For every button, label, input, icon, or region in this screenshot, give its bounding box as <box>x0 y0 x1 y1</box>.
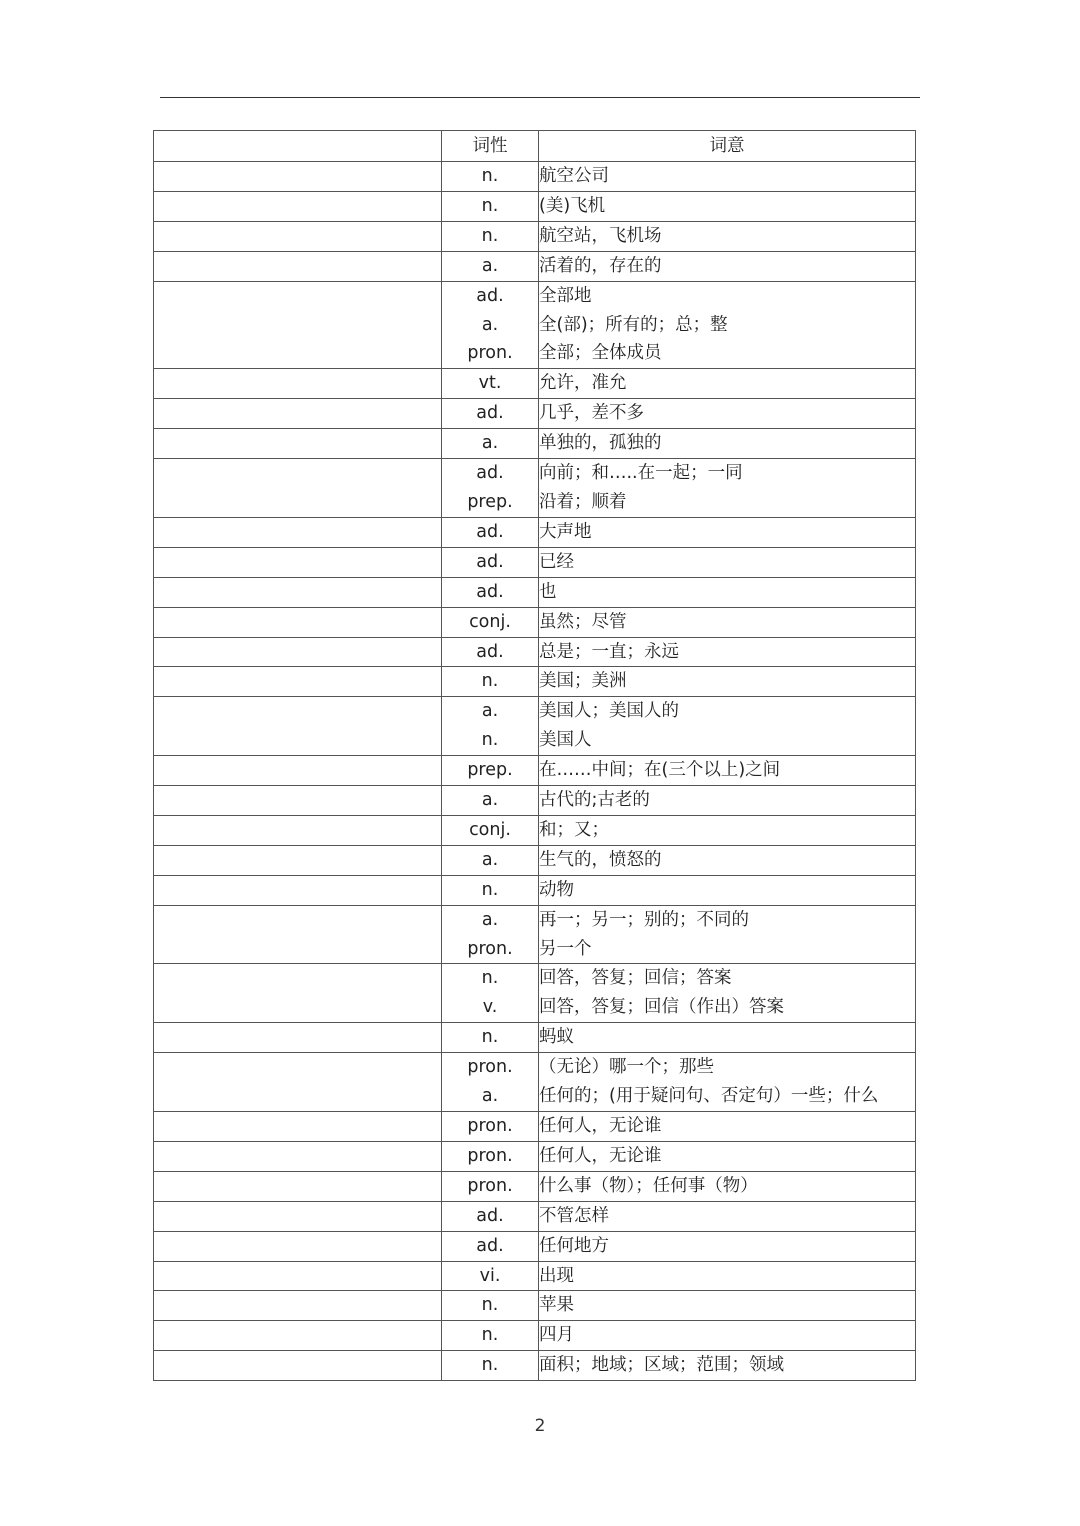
table-row <box>154 369 916 399</box>
part-of-speech: n. <box>481 1325 499 1346</box>
table-row <box>154 191 916 221</box>
meaning-text: 活着的，存在的 <box>539 255 662 276</box>
word-cell <box>154 1321 442 1351</box>
word-cell <box>154 667 442 697</box>
meaning-text: 苹果 <box>539 1295 574 1316</box>
meaning-text: 回答，答复；回信（作出）答案 <box>539 997 784 1018</box>
meaning-text: 单独的，孤独的 <box>539 433 662 454</box>
word-cell <box>154 459 442 518</box>
table-row <box>154 964 916 1023</box>
table-row <box>154 162 916 192</box>
part-of-speech: ad. <box>476 551 504 572</box>
part-of-speech: ad. <box>476 521 504 542</box>
part-of-speech-cell <box>442 1291 539 1321</box>
table-row <box>154 1231 916 1261</box>
table-row <box>154 1141 916 1171</box>
part-of-speech-cell <box>442 1231 539 1261</box>
part-of-speech: n. <box>481 730 499 751</box>
meaning-text: 动物 <box>539 879 574 900</box>
part-of-speech: n. <box>481 1355 499 1376</box>
meaning-cell <box>539 815 916 845</box>
meaning-cell <box>539 667 916 697</box>
table-row <box>154 1291 916 1321</box>
part-of-speech-cell <box>442 369 539 399</box>
table-row <box>154 756 916 786</box>
meaning-cell <box>539 875 916 905</box>
meaning-text: 航空公司 <box>539 166 609 186</box>
table-row <box>154 281 916 369</box>
table-row <box>154 1261 916 1291</box>
part-of-speech: n. <box>481 1295 499 1316</box>
meaning-cell <box>539 191 916 221</box>
part-of-speech: ad. <box>476 1235 504 1256</box>
header-meaning: 词意 <box>539 131 916 162</box>
part-of-speech: n. <box>481 671 499 692</box>
vocabulary-table <box>153 130 916 1381</box>
meaning-cell <box>539 1023 916 1053</box>
part-of-speech: vt. <box>478 373 502 394</box>
meaning-text: 美国人 <box>539 730 592 751</box>
meaning-cell <box>539 845 916 875</box>
part-of-speech: n. <box>481 879 499 900</box>
part-of-speech-cell <box>442 845 539 875</box>
meaning-text: 蚂蚁 <box>539 1027 574 1048</box>
meaning-text: 另一个 <box>539 938 592 959</box>
word-cell <box>154 517 442 547</box>
meaning-text: 和；又； <box>539 819 609 840</box>
word-cell <box>154 1112 442 1142</box>
meaning-text: 生气的，愤怒的 <box>539 849 662 870</box>
meaning-cell <box>539 697 916 756</box>
part-of-speech-cell <box>442 577 539 607</box>
meaning-cell <box>539 547 916 577</box>
table-body <box>154 162 916 1381</box>
part-of-speech-cell <box>442 756 539 786</box>
part-of-speech: v. <box>482 997 498 1018</box>
table-row <box>154 399 916 429</box>
meaning-text: 美国人；美国人的 <box>539 701 679 722</box>
part-of-speech-cell <box>442 221 539 251</box>
meaning-text: 允许，准允 <box>539 373 627 394</box>
word-cell <box>154 786 442 816</box>
part-of-speech-cell <box>442 1321 539 1351</box>
meaning-cell <box>539 577 916 607</box>
meaning-text: (美)飞机 <box>539 195 606 216</box>
meaning-text: 全(部)；所有的；总；整 <box>539 314 728 335</box>
part-of-speech-cell <box>442 667 539 697</box>
meaning-text: 美国；美洲 <box>539 671 627 692</box>
word-cell <box>154 1351 442 1381</box>
meaning-text: 古代的;古老的 <box>539 790 650 811</box>
meaning-cell <box>539 607 916 637</box>
word-cell <box>154 1171 442 1201</box>
word-cell <box>154 845 442 875</box>
table-row <box>154 1321 916 1351</box>
part-of-speech: vi. <box>479 1265 501 1286</box>
table-row <box>154 459 916 518</box>
part-of-speech-cell <box>442 607 539 637</box>
table-row <box>154 697 916 756</box>
table-row <box>154 786 916 816</box>
word-cell <box>154 251 442 281</box>
word-cell <box>154 191 442 221</box>
part-of-speech-cell <box>442 1112 539 1142</box>
part-of-speech: a. <box>481 314 499 335</box>
part-of-speech-cell <box>442 697 539 756</box>
meaning-text: 面积；地域；区域；范围；领域 <box>539 1355 784 1376</box>
meaning-cell <box>539 1201 916 1231</box>
word-cell <box>154 162 442 192</box>
meaning-text: 不管怎样 <box>539 1205 609 1226</box>
part-of-speech: conj. <box>469 611 511 632</box>
meaning-text: 已经 <box>539 551 574 572</box>
meaning-cell <box>539 1351 916 1381</box>
meaning-cell <box>539 459 916 518</box>
word-cell <box>154 1261 442 1291</box>
meaning-text: 全部地 <box>539 285 592 306</box>
part-of-speech: pron. <box>467 1175 513 1196</box>
part-of-speech-cell <box>442 399 539 429</box>
part-of-speech-cell <box>442 517 539 547</box>
part-of-speech-cell <box>442 905 539 964</box>
part-of-speech-cell <box>442 1351 539 1381</box>
part-of-speech: ad. <box>476 463 504 484</box>
meaning-cell <box>539 162 916 192</box>
table-row <box>154 517 916 547</box>
table-row <box>154 251 916 281</box>
part-of-speech-cell <box>442 251 539 281</box>
meaning-cell <box>539 1261 916 1291</box>
part-of-speech: ad. <box>476 581 504 602</box>
word-cell <box>154 1201 442 1231</box>
meaning-text: 任何的；(用于疑问句、否定句）一些；什么 <box>539 1086 879 1107</box>
part-of-speech: ad. <box>476 403 504 424</box>
meaning-text: 再一；另一；别的；不同的 <box>539 909 749 930</box>
part-of-speech-cell <box>442 1141 539 1171</box>
word-cell <box>154 547 442 577</box>
word-cell <box>154 429 442 459</box>
part-of-speech-cell <box>442 786 539 816</box>
part-of-speech-cell <box>442 1201 539 1231</box>
table-row <box>154 815 916 845</box>
part-of-speech: a. <box>481 790 499 811</box>
meaning-cell <box>539 964 916 1023</box>
meaning-cell <box>539 369 916 399</box>
table-row <box>154 845 916 875</box>
table-row <box>154 607 916 637</box>
part-of-speech: pron. <box>467 343 513 364</box>
meaning-cell <box>539 429 916 459</box>
word-cell <box>154 637 442 667</box>
meaning-cell <box>539 905 916 964</box>
part-of-speech: a. <box>481 255 499 276</box>
word-cell <box>154 964 442 1023</box>
meaning-cell <box>539 251 916 281</box>
table-row <box>154 875 916 905</box>
meaning-text: （无论）哪一个；那些 <box>539 1057 714 1078</box>
part-of-speech: a. <box>481 701 499 722</box>
word-cell <box>154 369 442 399</box>
part-of-speech: a. <box>481 909 499 930</box>
meaning-text: 大声地 <box>539 521 592 542</box>
part-of-speech-cell <box>442 1171 539 1201</box>
part-of-speech: pron. <box>467 938 513 959</box>
word-cell <box>154 1023 442 1053</box>
meaning-text: 任何地方 <box>539 1235 609 1256</box>
part-of-speech-cell <box>442 429 539 459</box>
meaning-cell <box>539 1171 916 1201</box>
meaning-text: 虽然；尽管 <box>539 611 627 632</box>
part-of-speech: n. <box>481 195 499 216</box>
part-of-speech: a. <box>481 1086 499 1107</box>
word-cell <box>154 1053 442 1112</box>
part-of-speech: a. <box>481 849 499 870</box>
meaning-text: 几乎，差不多 <box>539 403 644 424</box>
word-cell <box>154 815 442 845</box>
table-row <box>154 1351 916 1381</box>
table-row <box>154 905 916 964</box>
table-header-row <box>154 131 916 162</box>
part-of-speech: pron. <box>467 1116 513 1136</box>
part-of-speech: pron. <box>467 1145 513 1166</box>
part-of-speech: n. <box>481 166 499 186</box>
meaning-cell <box>539 1053 916 1112</box>
part-of-speech: prep. <box>467 760 513 781</box>
part-of-speech-cell <box>442 964 539 1023</box>
table-row <box>154 1023 916 1053</box>
part-of-speech-cell <box>442 162 539 192</box>
table-row <box>154 429 916 459</box>
meaning-text: 什么事（物）；任何事（物） <box>539 1175 758 1196</box>
part-of-speech-cell <box>442 1261 539 1291</box>
table-row <box>154 667 916 697</box>
meaning-cell <box>539 281 916 369</box>
word-cell <box>154 905 442 964</box>
part-of-speech-cell <box>442 547 539 577</box>
word-cell <box>154 756 442 786</box>
part-of-speech: conj. <box>469 819 511 840</box>
part-of-speech-cell <box>442 875 539 905</box>
meaning-text: 总是；一直；永远 <box>539 641 679 662</box>
meaning-cell <box>539 786 916 816</box>
meaning-text: 出现 <box>539 1265 574 1286</box>
header-rule <box>160 97 920 98</box>
word-cell <box>154 697 442 756</box>
meaning-cell <box>539 756 916 786</box>
meaning-cell <box>539 1321 916 1351</box>
meaning-text: 四月 <box>539 1325 574 1346</box>
word-cell <box>154 1141 442 1171</box>
part-of-speech: pron. <box>467 1057 513 1078</box>
part-of-speech: n. <box>481 225 499 246</box>
part-of-speech-cell <box>442 1023 539 1053</box>
meaning-text: 全部；全体成员 <box>539 343 662 364</box>
part-of-speech-cell <box>442 637 539 667</box>
table-row <box>154 1201 916 1231</box>
word-cell <box>154 577 442 607</box>
part-of-speech: ad. <box>476 1205 504 1226</box>
meaning-text: 任何人，无论谁 <box>539 1116 662 1136</box>
meaning-text: 也 <box>539 581 557 602</box>
part-of-speech: ad. <box>476 285 504 306</box>
table-row <box>154 1171 916 1201</box>
meaning-cell <box>539 399 916 429</box>
part-of-speech-cell <box>442 281 539 369</box>
meaning-cell <box>539 1141 916 1171</box>
part-of-speech-cell <box>442 1053 539 1112</box>
word-cell <box>154 875 442 905</box>
meaning-text: 任何人，无论谁 <box>539 1145 662 1166</box>
meaning-cell <box>539 1231 916 1261</box>
table-row <box>154 577 916 607</box>
part-of-speech-cell <box>442 191 539 221</box>
meaning-cell <box>539 1291 916 1321</box>
part-of-speech: ad. <box>476 641 504 662</box>
table-row <box>154 221 916 251</box>
page-number: 2 <box>534 1416 546 1436</box>
meaning-text: 向前；和…..在一起；一同 <box>539 463 743 484</box>
meaning-text: 回答，答复；回信；答案 <box>539 968 732 989</box>
part-of-speech: a. <box>481 433 499 454</box>
meaning-cell <box>539 1112 916 1142</box>
part-of-speech-cell <box>442 459 539 518</box>
meaning-text: 航空站，飞机场 <box>539 225 662 246</box>
meaning-text: 沿着；顺着 <box>539 491 627 512</box>
table-row <box>154 637 916 667</box>
word-cell <box>154 221 442 251</box>
meaning-text: 在……中间；在(三个以上)之间 <box>539 760 781 781</box>
meaning-cell <box>539 517 916 547</box>
meaning-cell <box>539 637 916 667</box>
word-cell <box>154 399 442 429</box>
header-part-of-speech: 词性 <box>442 131 539 162</box>
word-cell <box>154 1231 442 1261</box>
word-cell <box>154 607 442 637</box>
header-word <box>154 131 442 162</box>
table-row <box>154 547 916 577</box>
part-of-speech-cell <box>442 815 539 845</box>
word-cell <box>154 1291 442 1321</box>
table-row <box>154 1112 916 1142</box>
part-of-speech: n. <box>481 968 499 989</box>
meaning-cell <box>539 221 916 251</box>
part-of-speech: prep. <box>467 491 513 512</box>
word-cell <box>154 281 442 369</box>
table-row <box>154 1053 916 1112</box>
part-of-speech: n. <box>481 1027 499 1048</box>
